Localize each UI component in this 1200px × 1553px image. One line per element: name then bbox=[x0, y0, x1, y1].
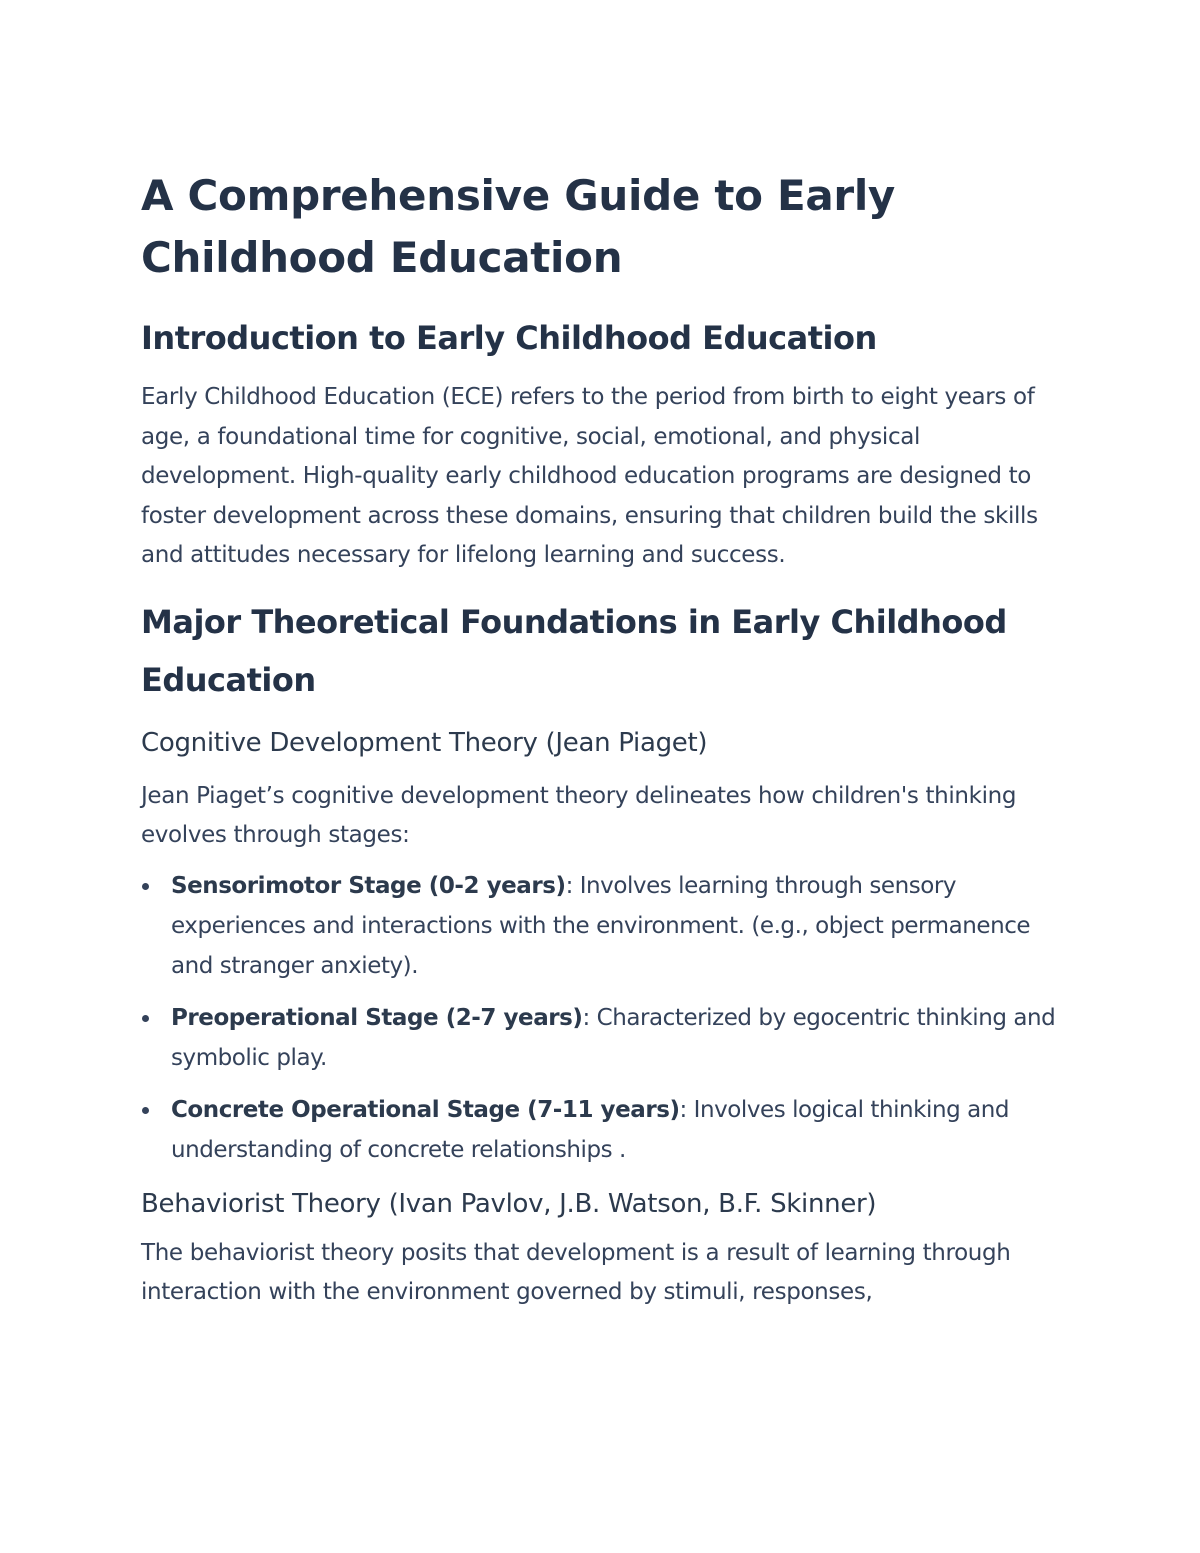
stage-term: Sensorimotor Stage (0-2 years) bbox=[171, 872, 566, 899]
document-page bbox=[141, 165, 1066, 1313]
subheading-behaviorist-theory: Behaviorist Theory (Ivan Pavlov, J.B. Watson, B.F. Skinner) bbox=[141, 1188, 877, 1219]
document-title: A Comprehensive Guide to Early Childhood Education bbox=[141, 171, 896, 282]
bullet-icon bbox=[142, 1107, 149, 1114]
piaget-stages-list bbox=[141, 866, 1066, 1170]
subheading-cognitive-development: Cognitive Development Theory (Jean Piaget) bbox=[141, 727, 708, 758]
stage-term: Concrete Operational Stage (7-11 years) bbox=[171, 1096, 680, 1123]
section-heading-introduction: Introduction to Early Childhood Education bbox=[141, 319, 877, 357]
stage-description: : Characterized by egocentric thinking and symbolic play. bbox=[171, 1004, 1056, 1071]
bullet-icon bbox=[142, 883, 149, 890]
stage-description: : Involves logical thinking and understanding of concrete relationships . bbox=[171, 1096, 1010, 1163]
stage-description: : Involves learning through sensory experiences and interactions with the environment. (e.g., object permanence and stranger anxiety). bbox=[171, 872, 1031, 979]
section-heading-theoretical-foundations: Major Theoretical Foundations in Early Childhood Education bbox=[141, 602, 1007, 699]
cognitive-development-paragraph: Jean Piaget’s cognitive development theory delineates how children's thinking evolves through stages: bbox=[141, 782, 1017, 848]
behaviorist-paragraph: The behaviorist theory posits that development is a result of learning through interaction with the environment governed by stimuli, responses, bbox=[141, 1239, 1011, 1305]
list-item bbox=[141, 1090, 1066, 1170]
list-item bbox=[141, 866, 1066, 986]
introduction-paragraph: Early Childhood Education (ECE) refers to the period from birth to eight years of age, a foundational time for cognitive, social, emotional, and physical development. High-quality early childhood education programs are designed to foster development across these domains, ensuring that children build the skills and attitudes necessary for lifelong learning and success. bbox=[141, 384, 1038, 568]
list-item bbox=[141, 998, 1066, 1078]
bullet-icon bbox=[142, 1015, 149, 1022]
stage-term: Preoperational Stage (2-7 years) bbox=[171, 1004, 583, 1031]
